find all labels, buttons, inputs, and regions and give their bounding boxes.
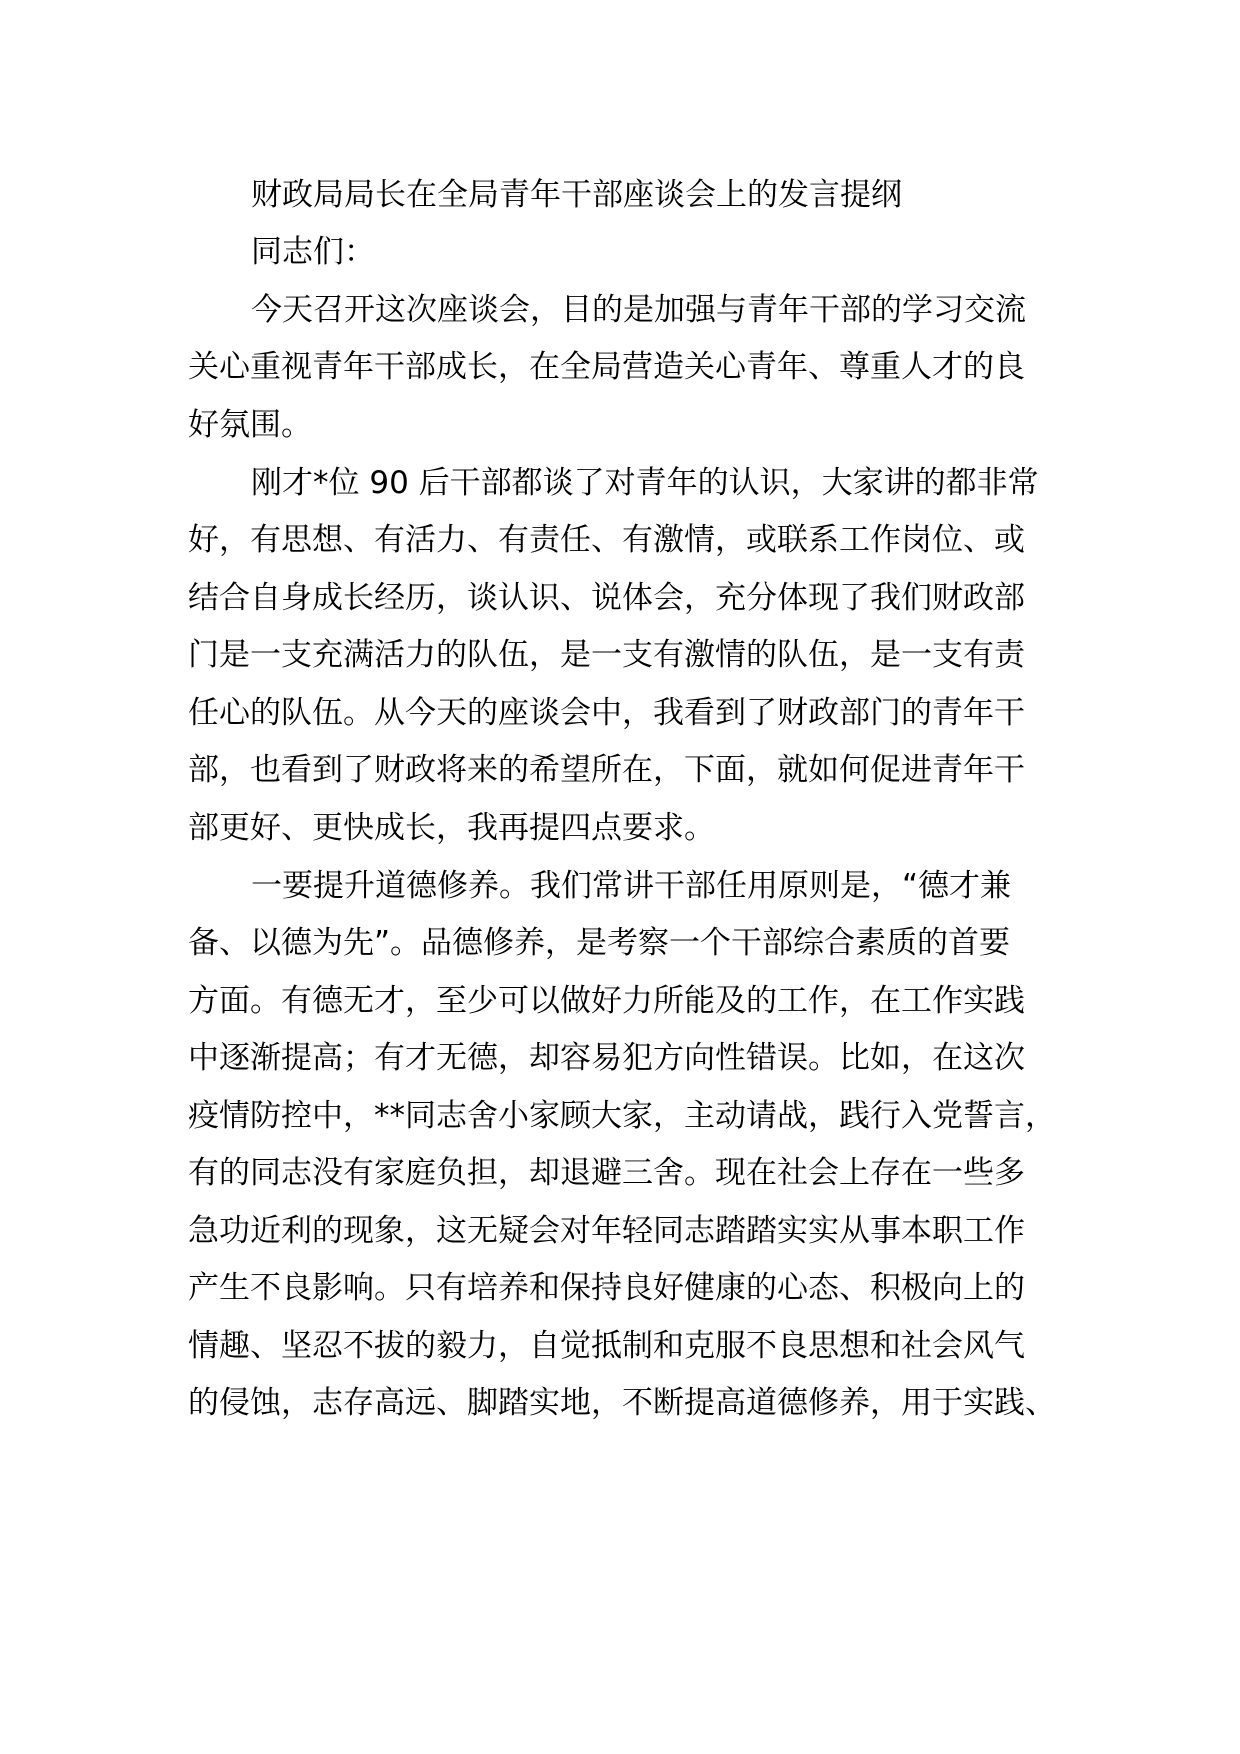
body-line-12: 备、以德为先”。品德修养，是考察一个干部综合素质的首要: [188, 925, 1011, 961]
body-line-15: 疫情防控中，**同志舍小家顾大家，主动请战，践行入党誓言，: [188, 1098, 1056, 1134]
body-line-20: 的侵蚀，志存高远、脚踏实地，不断提高道德修养，用于实践、: [188, 1385, 1056, 1421]
body-line-17: 急功近利的现象，这无疑会对年轻同志踏踏实实从事本职工作: [188, 1213, 1025, 1249]
body-line-6: 结合自身成长经历，谈认识、说体会，充分体现了我们财政部: [188, 580, 1025, 616]
body-line-13: 方面。有德无才，至少可以做好力所能及的工作，在工作实践: [188, 983, 1025, 1019]
body-line-10: 部更好、更快成长，我再提四点要求。: [188, 810, 715, 846]
body-line-11: 一要提升道德修养。我们常讲干部任用原则是，“德才兼: [251, 868, 1012, 904]
body-line-9: 部，也看到了财政将来的希望所在，下面，就如何促进青年干: [188, 752, 1025, 788]
body-line-2: 关心重视青年干部成长，在全局营造关心青年、尊重人才的良: [188, 349, 1025, 385]
salutation: 同志们：: [251, 234, 375, 270]
body-line-18: 产生不良影响。只有培养和保持良好健康的心态、积极向上的: [188, 1270, 1025, 1306]
body-line-16: 有的同志没有家庭负担，却退避三舍。现在社会上存在一些多: [188, 1155, 1025, 1191]
body-line-3: 好氛围。: [188, 407, 312, 443]
document-title: 财政局局长在全局青年干部座谈会上的发言提纲: [251, 177, 902, 213]
body-line-19: 情趣、坚忍不拔的毅力，自觉抵制和克服不良思想和社会风气: [188, 1328, 1025, 1364]
body-line-8: 任心的队伍。从今天的座谈会中，我看到了财政部门的青年干: [188, 695, 1025, 731]
body-line-5: 好，有思想、有活力、有责任、有激情，或联系工作岗位、或: [188, 522, 1025, 558]
body-line-7: 门是一支充满活力的队伍，是一支有激情的队伍，是一支有责: [188, 637, 1025, 673]
body-line-14: 中逐渐提高；有才无德，却容易犯方向性错误。比如，在这次: [188, 1040, 1025, 1076]
body-line-1: 今天召开这次座谈会，目的是加强与青年干部的学习交流: [251, 292, 1026, 328]
body-line-4: 刚才*位 90 后干部都谈了对青年的认识，大家讲的都非常: [251, 465, 1039, 501]
